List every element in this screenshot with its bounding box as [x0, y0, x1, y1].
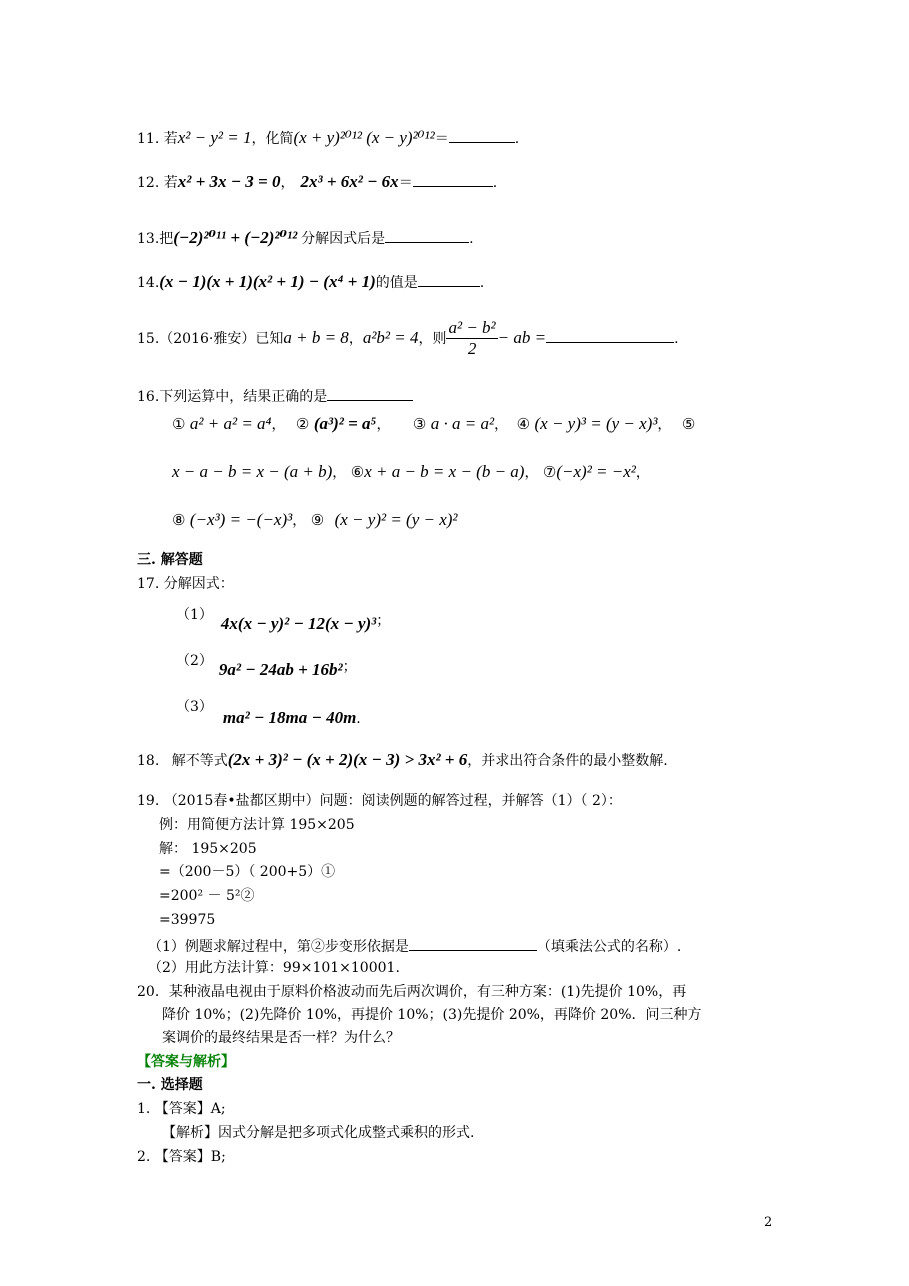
- q14: 14.(x − 1)(x + 1)(x² + 1) − (x⁴ + 1)的值是 .: [137, 272, 485, 291]
- q17-title: 17. 分解因式：: [137, 576, 234, 592]
- answer-blank: [409, 936, 537, 951]
- q15-eq2: a²b² = 4: [362, 327, 419, 347]
- q13: 13.把(−2)²⁰¹¹ + (−2)²⁰¹² 分解因式后是 .: [137, 228, 474, 247]
- q12-eq2: 2x³ + 6x² − 6x: [300, 172, 399, 191]
- q19-line-1: 例：用简便方法计算 195×205: [159, 817, 355, 833]
- answer-blank: [327, 386, 413, 401]
- q19-title: 19. （2015春•盐都区期中）问题：阅读例题的解答过程，并解答（1）（ 2）：: [137, 793, 622, 809]
- q15-eq1: a + b = 8: [283, 327, 349, 347]
- answer-blank: [418, 272, 480, 287]
- q20-line-1: 20．某种液晶电视由于原料价格波动而先后两次调价，有三种方案：(1)先提价 10%，再: [137, 984, 687, 1000]
- q17-part-1: （1） 4x(x − y)² − 12(x − y)³；: [176, 607, 391, 633]
- q17-part-2: （2） 9a² − 24ab + 16b²；: [176, 653, 357, 679]
- answers-section-1: 一. 选择题: [137, 1077, 203, 1093]
- q19-part-1: （1）例题求解过程中，第②步变形依据是 （填乘法公式的名称）.: [148, 936, 681, 956]
- answer-blank: [385, 228, 469, 243]
- q19-line-5: =39975: [159, 912, 216, 928]
- q12: 12. 若x² + 3x − 3 = 0， 2x³ + 6x² − 6x＝ .: [137, 172, 498, 191]
- q15-eq3: − ab =: [497, 327, 547, 347]
- answer-blank: [449, 128, 515, 143]
- q15-fraction: $\frac{\text{a² − b²}}{2}$: [448, 318, 496, 359]
- q11-eq1: x² − y² = 1: [177, 128, 252, 147]
- page-number: 2: [764, 1215, 773, 1230]
- q19-line-3: =（200－5）（ 200+5）①: [159, 864, 336, 880]
- answer-blank: [413, 172, 493, 187]
- q13-eq1: (−2)²⁰¹¹ + (−2)²⁰¹²: [173, 228, 298, 247]
- answer-2: 2. 【答案】B;: [137, 1149, 226, 1165]
- q15: 15.（2016·雅安）已知a + b = 8，a²b² = 4，则 $\frac{\text{a² − b²}}{2}$ − ab = .: [137, 318, 679, 359]
- q16-row-3: ⑧ (−x³) = −(−x)³， ⑨ (x − y)² = (y − x)²: [172, 510, 458, 529]
- answer-blank: [546, 328, 674, 343]
- q18-eq1: (2x + 3)² − (x + 2)(x − 3) > 3x² + 6: [227, 750, 468, 769]
- q11: 11. 若x² − y² = 1，化简(x + y)²⁰¹² (x − y)²⁰¹²＝ .: [137, 128, 520, 147]
- q20-line-3: 案调价的最终结果是否一样？为什么？: [162, 1030, 400, 1046]
- q19-part-2: （2）用此方法计算：99×101×10001.: [148, 960, 400, 976]
- q11-eq2: (x + y)²⁰¹² (x − y)²⁰¹²: [293, 128, 435, 147]
- q19-line-4: =200² － 5²②: [159, 888, 255, 904]
- q16-row-2: x − a − b = x − (a + b)， ⑥x + a − b = x − (b − a)， ⑦(−x)² = −x²，: [172, 462, 650, 481]
- q20-line-2: 降价 10%；(2)先降价 10%，再提价 10%；(3)先提价 20%，再降价 20%．问三种方: [162, 1007, 702, 1023]
- q16-title: 16.下列运算中，结果正确的是: [137, 386, 413, 406]
- answer-1-explanation: 【解析】因式分解是把多项式化成整式乘积的形式.: [162, 1125, 475, 1141]
- q17-part-3: （3）ma² − 18ma − 40m.: [176, 699, 361, 727]
- section-3-heading: 三. 解答题: [137, 552, 203, 568]
- answer-1: 1. 【答案】A;: [137, 1101, 226, 1117]
- q12-eq1: x² + 3x − 3 = 0: [177, 172, 281, 191]
- answers-header: 【答案与解析】: [137, 1054, 235, 1070]
- q18: 18. 解不等式(2x + 3)² − (x + 2)(x − 3) > 3x² + 6，并求出符合条件的最小整数解.: [137, 750, 668, 769]
- q14-eq1: (x − 1)(x + 1)(x² + 1) − (x⁴ + 1): [159, 272, 376, 291]
- q19-line-2: 解： 195×205: [159, 841, 257, 857]
- q16-row-1: ① a² + a² = a⁴， ② (a³)² = a⁵， ③ a · a = a²， ④ (x − y)³ = (y − x)³， ⑤: [172, 414, 696, 433]
